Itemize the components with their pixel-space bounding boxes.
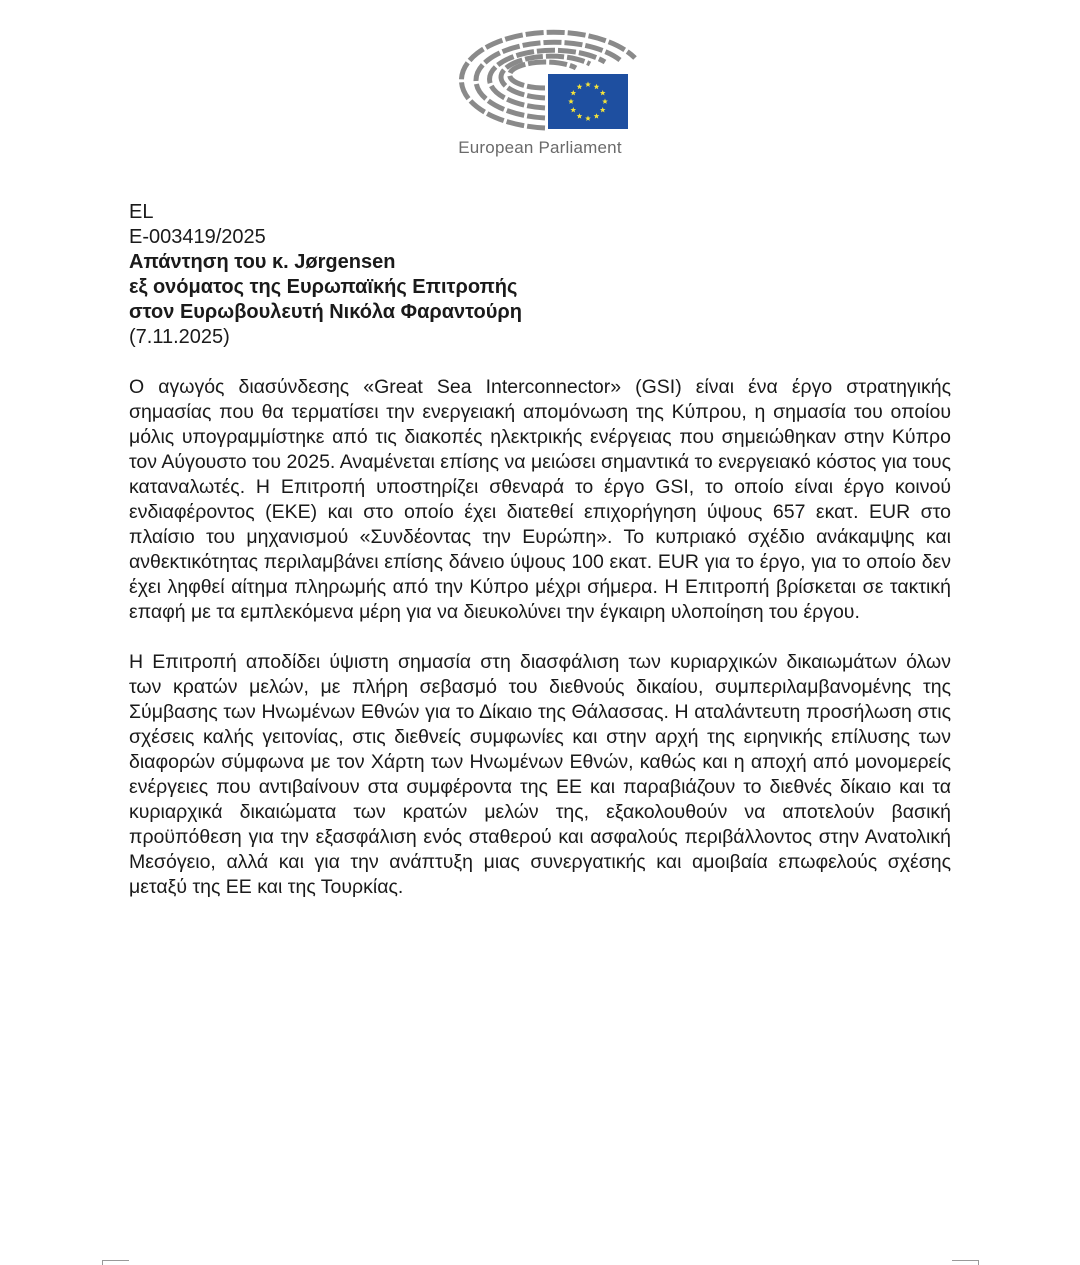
answer-title-line-3: στον Ευρωβουλευτή Νικόλα Φαραντούρη <box>129 301 522 323</box>
answer-date: (7.11.2025) <box>129 326 230 348</box>
page-corner-mark-left <box>102 1260 129 1265</box>
body-paragraph: Η Επιτροπή αποδίδει ύψιστη σημασία στη διασφάλιση των κυριαρχικών δικαιωμάτων όλων των κρατών μελών, με πλήρη σεβασμό του διεθνούς δικαίου, συμπεριλαμβανομένης της Σύμβασης των Ηνωμένων Εθνών για το Δίκαιο της Θάλασσας. Η αταλάντευτη προσήλωση στις σχέσεις καλής γειτονίας, στις διεθνείς συμφωνίες και στην αρχή της ειρηνικής επίλυσης των διαφορών σύμφωνα με τον Χάρτη των Ηνωμένων Εθνών, καθώς και η αποχή από μονομερείς ενέργειες που αντιβαίνουν στα συμφέροντα της ΕΕ και παραβιάζουν το διεθνές δίκαιο και τα κυριαρχικά δικαιώματα των κρατών μελών της, εξακολουθούν να αποτελούν βασική προϋπόθεση για την εξασφάλιση ενός σταθερού και ασφαλούς περιβάλλοντος στην Ανατολική Μεσόγειο, αλλά και για την ανάπτυξη μιας συνεργατικής και αμοιβαία επωφελούς σχέσης μεταξύ της ΕΕ και της Τουρκίας. <box>129 651 951 898</box>
logo-text: European Parliament <box>458 138 622 157</box>
body-paragraph: Ο αγωγός διασύνδεσης «Great Sea Interconnector» (GSI) είναι ένα έργο στρατηγικής σημασίας που θα τερματίσει την ενεργειακή απομόνωση της Κύπρου, η σημασία του οποίου μόλις υπογραμμίστηκε από τις διακοπές ηλεκτρικής ενέργειας που σημειώθηκαν στην Κύπρο τον Αύγουστο του 2025. Αναμένεται επίσης να μειώσει σημαντικά το ενεργειακό κόστος για τους καταναλωτές. Η Επιτροπή υποστηρίζει σθεναρά το έργο GSI, το οποίο είναι έργο κοινού ενδιαφέροντος (ΕΚΕ) και στο οποίο έχει διατεθεί επιχορήγηση ύψους 657 εκατ. EUR στο πλαίσιο του μηχανισμού «Συνδέοντας την Ευρώπη». Το κυπριακό σχέδιο ανάκαμψης και ανθεκτικότητας περιλαμβάνει επίσης δάνειο ύψους 100 εκατ. EUR για το έργο, για το οποίο δεν έχει ληφθεί αίτημα πληρωμής από την Κύπρο μέχρι σήμερα. Η Επιτροπή βρίσκεται σε τακτική επαφή με τα εμπλεκόμενα μέρη για να διευκολύνει την έγκαιρη υλοποίηση του έργου. <box>129 376 951 623</box>
language-code: EL <box>129 201 154 223</box>
answer-title-line-1: Απάντηση του κ. Jørgensen <box>129 251 396 273</box>
question-reference: E-003419/2025 <box>129 226 266 248</box>
hemicycle-icon <box>440 28 640 133</box>
answer-body <box>129 375 951 925</box>
european-parliament-logo <box>440 28 640 163</box>
answer-title-line-2: εξ ονόματος της Ευρωπαϊκής Επιτροπής <box>129 276 518 298</box>
document-header <box>129 200 522 350</box>
page-corner-mark-right <box>952 1260 979 1265</box>
